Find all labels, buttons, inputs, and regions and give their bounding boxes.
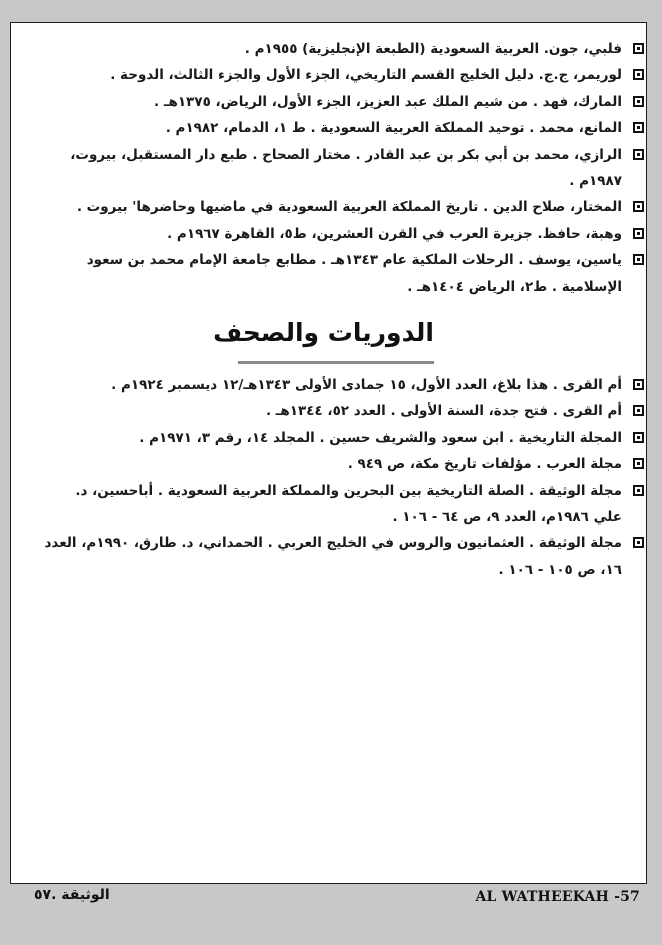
section-title: الدوريات والصحف xyxy=(213,318,434,347)
footer-page-number-latin: AL WATHEEKAH -57 xyxy=(475,889,640,905)
periodical-text: أم القرى . هذا بلاغ، العدد الأول، ١٥ جمادى الأولى ١٣٤٣هـ/١٢ ديسمبر ١٩٢٤م . xyxy=(111,377,622,393)
reference-text: فلبي، جون. العربية السعودية (الطبعة الإنجليزية) ١٩٥٥م . xyxy=(244,41,622,57)
square-bullet-icon xyxy=(633,458,644,469)
references-list xyxy=(44,36,644,300)
reference-item xyxy=(44,247,644,300)
square-bullet-icon xyxy=(633,201,644,212)
square-bullet-icon xyxy=(633,485,644,496)
reference-item xyxy=(44,89,644,115)
square-bullet-icon xyxy=(633,122,644,133)
periodical-item xyxy=(44,478,644,531)
reference-text: ياسين، يوسف . الرحلات الملكية عام ١٣٤٣هـ . مطابع جامعة الإمام محمد بن سعود الإسلامية . ط٢، الرياض ١٤٠٤هـ . xyxy=(86,252,622,295)
periodical-text: المجلة التاريخية . ابن سعود والشريف حسين . المجلد ١٤، رقم ٣، ١٩٧١م . xyxy=(139,429,622,446)
reference-text: المختار، صلاح الدين . تاريخ المملكة العربية السعودية في ماضيها وحاضرها' بيروت . xyxy=(76,199,622,216)
reference-item xyxy=(44,194,644,220)
periodical-item xyxy=(44,398,644,424)
square-bullet-icon xyxy=(633,379,644,390)
square-bullet-icon xyxy=(633,405,644,416)
reference-text: الرازي، محمد بن أبي بكر بن عبد القادر . مختار الصحاح . طبع دار المستقبل، بيروت، ١٩٨٧م . xyxy=(70,146,622,190)
reference-text: المارك، فهد . من شيم الملك عبد العزيز، الجزء الأول، الرياض، ١٣٧٥هـ . xyxy=(154,93,622,110)
periodical-item xyxy=(44,451,644,477)
reference-item xyxy=(44,142,644,195)
periodical-text: أم القرى . فتح جدة، السنة الأولى . العدد ٥٢، ١٣٤٤هـ . xyxy=(265,403,622,420)
reference-item xyxy=(44,115,644,141)
periodical-text: مجلة العرب . مؤلفات تاريخ مكة، ص ٩٤٩ . xyxy=(347,456,622,473)
periodical-text: مجلة الوثيقة . الصلة التاريخية بين البحرين والمملكة العربية السعودية . أباحسين، د. علي ١٩٨٦م، العدد ٩، ص ٦٤ - ١٠٦ . xyxy=(75,482,622,526)
periodical-item xyxy=(44,425,644,451)
title-underline xyxy=(238,361,434,364)
periodical-text: مجلة الوثيقة . العثمانيون والروس في الخليج العربي . الحمداني، د. طارق، ١٩٩٠م، العدد ١٦، ص ١٠٥ - ١٠٦ . xyxy=(44,535,622,578)
reference-item xyxy=(44,62,644,88)
square-bullet-icon xyxy=(633,228,644,239)
periodicals-list xyxy=(44,372,644,583)
reference-text: المانع، محمد . توحيد المملكة العربية السعودية . ط ١، الدمام، ١٩٨٢م . xyxy=(165,120,622,137)
reference-text: وهبة، حافظ. جزيرة العرب في القرن العشرين، ط٥، القاهرة ١٩٦٧م . xyxy=(167,225,622,242)
reference-item xyxy=(44,221,644,247)
square-bullet-icon xyxy=(633,254,644,265)
square-bullet-icon xyxy=(633,149,644,160)
square-bullet-icon xyxy=(633,43,644,54)
periodical-item xyxy=(44,372,644,398)
periodical-item xyxy=(44,530,644,583)
square-bullet-icon xyxy=(633,537,644,548)
footer-page-number-arabic: الوثيقة .٥٧ xyxy=(34,887,110,903)
square-bullet-icon xyxy=(633,69,644,80)
square-bullet-icon xyxy=(633,96,644,107)
reference-text: لوريمر، ج.ج. دليل الخليج القسم التاريخي، الجزء الأول والجزء الثالث، الدوحة . xyxy=(110,67,622,84)
square-bullet-icon xyxy=(633,432,644,443)
reference-item xyxy=(44,36,644,62)
